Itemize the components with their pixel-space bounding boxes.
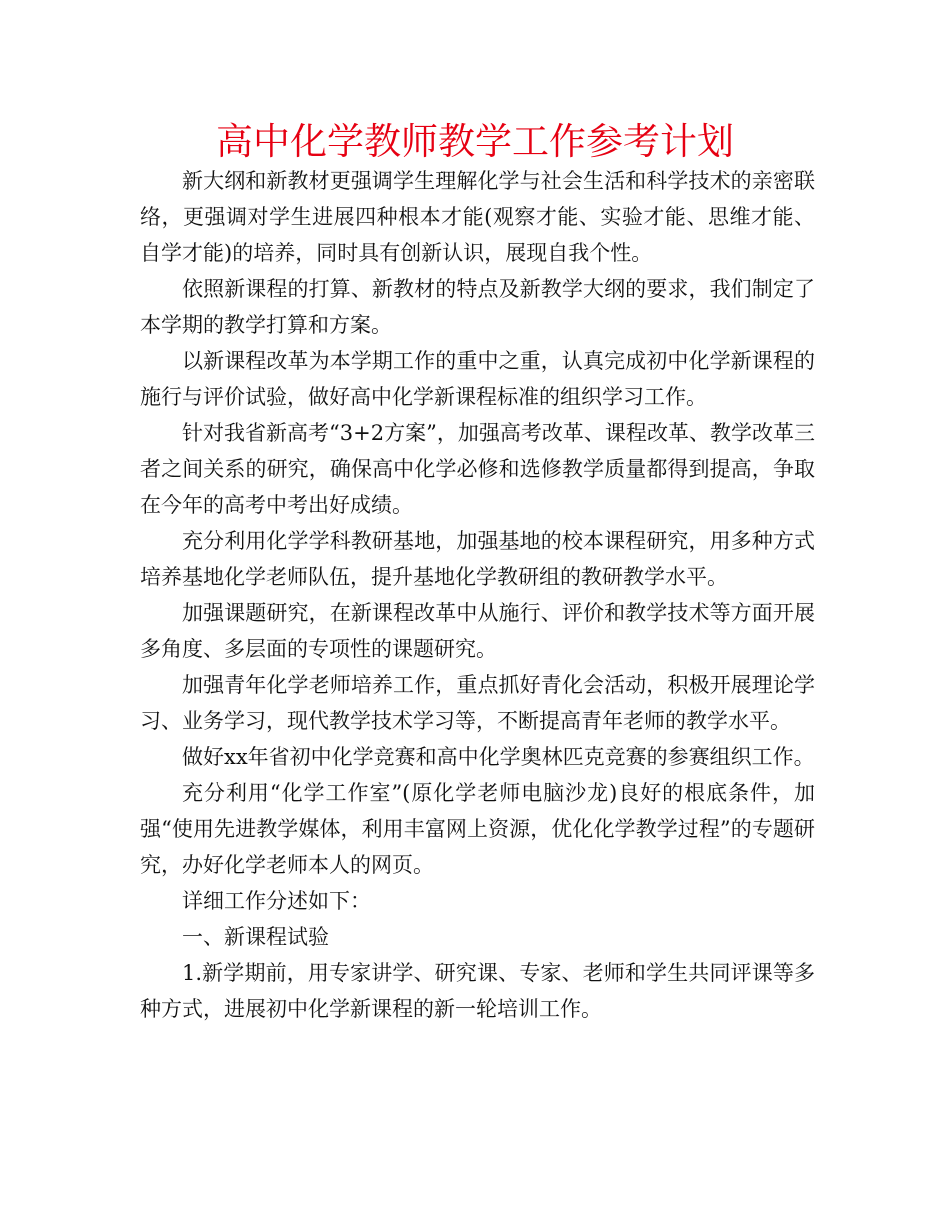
paragraph-1: 新大纲和新教材更强调学生理解化学与社会生活和科学技术的亲密联络，更强调对学生进展四种根本才能(观察才能、实验才能、思维才能、自学才能)的培养，同时具有创新认识，展现自我个性。 <box>140 169 815 265</box>
document-body <box>140 163 815 1027</box>
paragraph-5: 充分利用化学学科教研基地，加强基地的校本课程研究，用多种方式培养基地化学老师队伍，提升基地化学教研组的教研教学水平。 <box>140 529 815 589</box>
paragraph-9: 充分利用“化学工作室”(原化学老师电脑沙龙)良好的根底条件，加强“使用先进教学媒体，利用丰富网上资源，优化化学教学过程”的专题研究，办好化学老师本人的网页。 <box>140 781 815 877</box>
paragraph-7: 加强青年化学老师培养工作，重点抓好青化会活动，积极开展理论学习、业务学习，现代教学技术学习等，不断提高青年老师的教学水平。 <box>140 673 815 733</box>
paragraph-10: 详细工作分述如下： <box>182 889 371 913</box>
paragraph-12: 1.新学期前，用专家讲学、研究课、专家、老师和学生共同评课等多种方式，进展初中化学新课程的新一轮培训工作。 <box>140 961 815 1021</box>
paragraph-4: 针对我省新高考“3+2方案”，加强高考改革、课程改革、教学改革三者之间关系的研究，确保高中化学必修和选修教学质量都得到提高，争取在今年的高考中考出好成绩。 <box>140 421 815 517</box>
paragraph-6: 加强课题研究，在新课程改革中从施行、评价和教学技术等方面开展多角度、多层面的专项性的课题研究。 <box>140 601 815 661</box>
paragraph-2: 依照新课程的打算、新教材的特点及新教学大纲的要求，我们制定了本学期的教学打算和方案。 <box>140 277 815 337</box>
paragraph-8: 做好xx年省初中化学竞赛和高中化学奥林匹克竞赛的参赛组织工作。 <box>182 745 815 769</box>
section-heading: 一、新课程试验 <box>182 925 329 949</box>
paragraph-3: 以新课程改革为本学期工作的重中之重，认真完成初中化学新课程的施行与评价试验，做好高中化学新课程标准的组织学习工作。 <box>140 349 815 409</box>
document-title: 高中化学教师教学工作参考计划 <box>216 120 734 163</box>
